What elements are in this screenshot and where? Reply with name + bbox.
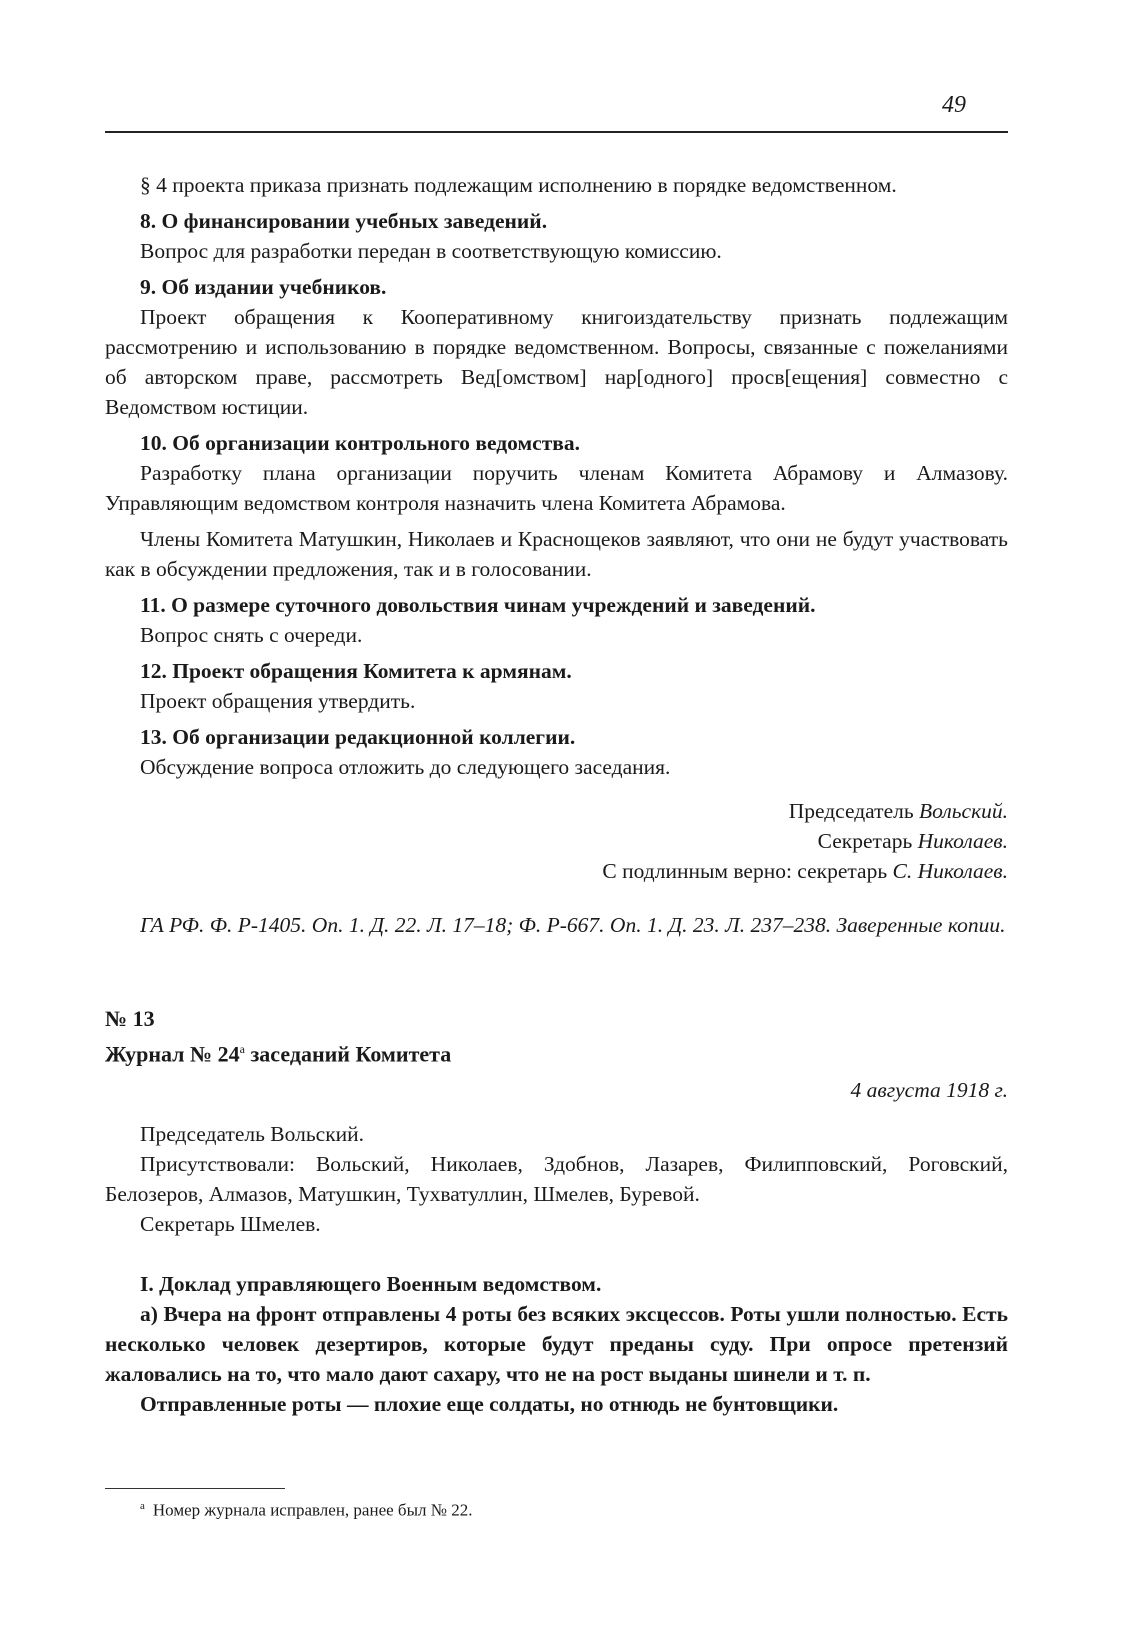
item-9-title: 9. Об издании учебников. [140, 275, 387, 299]
archival-source: ГА РФ. Ф. Р-1405. Оп. 1. Д. 22. Л. 17–18; Ф. Р-667. Оп. 1. Д. 23. Л. 237–238. Заверенные копии. [140, 913, 1006, 937]
document-present: Присутствовали: Вольский, Николаев, Здобнов, Лазарев, Филипповский, Роговский, Белозеров, Алмазов, Матушкин, Тухватуллин, Шмелев, Буревой. [105, 1152, 1008, 1207]
header-rule [105, 131, 1008, 133]
document-number: № 13 [105, 1006, 155, 1031]
item-12-title: 12. Проект обращения Комитета к армянам. [140, 659, 572, 683]
section-1-paragraph-2: Отправленные роты — плохие еще солдаты, но отнюдь не бунтовщики. [140, 1392, 839, 1417]
item-10-title: 10. Об организации контрольного ведомства. [140, 431, 581, 455]
item-13-text: Обсуждение вопроса отложить до следующего заседания. [140, 755, 671, 779]
document-chair: Председатель Вольский. [140, 1122, 365, 1147]
document-date: 4 августа 1918 г. [850, 1078, 1008, 1103]
footnote-ref: а [239, 1042, 245, 1056]
footnote-mark: а [140, 1500, 145, 1512]
footnote-text: Номер журнала исправлен, ранее был № 22. [152, 1500, 473, 1520]
item-11-title: 11. О размере суточного довольствия чинам учреждений и заведений. [140, 593, 816, 617]
item-11-text: Вопрос снять с очереди. [140, 623, 363, 647]
signature-certified: С подлинным верно: секретарь С. Николаев. [602, 859, 1008, 883]
signature-chair: Председатель Вольский. [788, 799, 1008, 823]
item-9-text: Проект обращения к Кооперативному книгоиздательству признать подлежащим рассмотрению и использованию в порядке ведомственном. Вопросы, связанные с пожеланиями об авторском праве, рассмотреть Вед[омством] нар[одного] просв[ещения] совместно с Ведомством юстиции. [105, 305, 1008, 419]
item-10-text-2: Члены Комитета Матушкин, Николаев и Краснощеков заявляют, что они не будут участвовать как в обсуждении предложения, так и в голосовании. [105, 527, 1008, 581]
section-1-paragraph-1: а) Вчера на фронт отправлены 4 роты без всяких эксцессов. Роты ушли полностью. Есть несколько человек дезертиров, которые будут преданы суду. При опросе претензий жаловались на то, что мало дают сахару, что не на рост выданы шинели и т. п. [105, 1302, 1008, 1387]
item-8-title: 8. О финансировании учебных заведений. [140, 209, 548, 233]
footnote-rule [105, 1488, 285, 1489]
item-12-text: Проект обращения утвердить. [140, 689, 416, 713]
item-8-text: Вопрос для разработки передан в соответствующую комиссию. [140, 239, 722, 263]
item-13-title: 13. Об организации редакционной коллегии. [140, 725, 576, 749]
item-10-text-1: Разработку плана организации поручить членам Комитета Абрамову и Алмазову. Управляющим ведомством контроля назначить члена Комитета Абрамова. [105, 461, 1008, 515]
footnote [140, 1500, 472, 1521]
section-1-title: I. Доклад управляющего Военным ведомством. [140, 1272, 602, 1297]
signature-secretary: Секретарь Николаев. [817, 829, 1008, 853]
document-title: Журнал № $24^а$ заседаний Комитета [105, 1041, 452, 1067]
paragraph-p1: § 4 проекта приказа признать подлежащим исполнению в порядке ведомственном. [140, 173, 897, 197]
signature-block [105, 796, 1008, 886]
page-content [105, 170, 1008, 1419]
document-secretary: Секретарь Шмелев. [140, 1212, 321, 1237]
page-number: 49 [942, 92, 966, 118]
